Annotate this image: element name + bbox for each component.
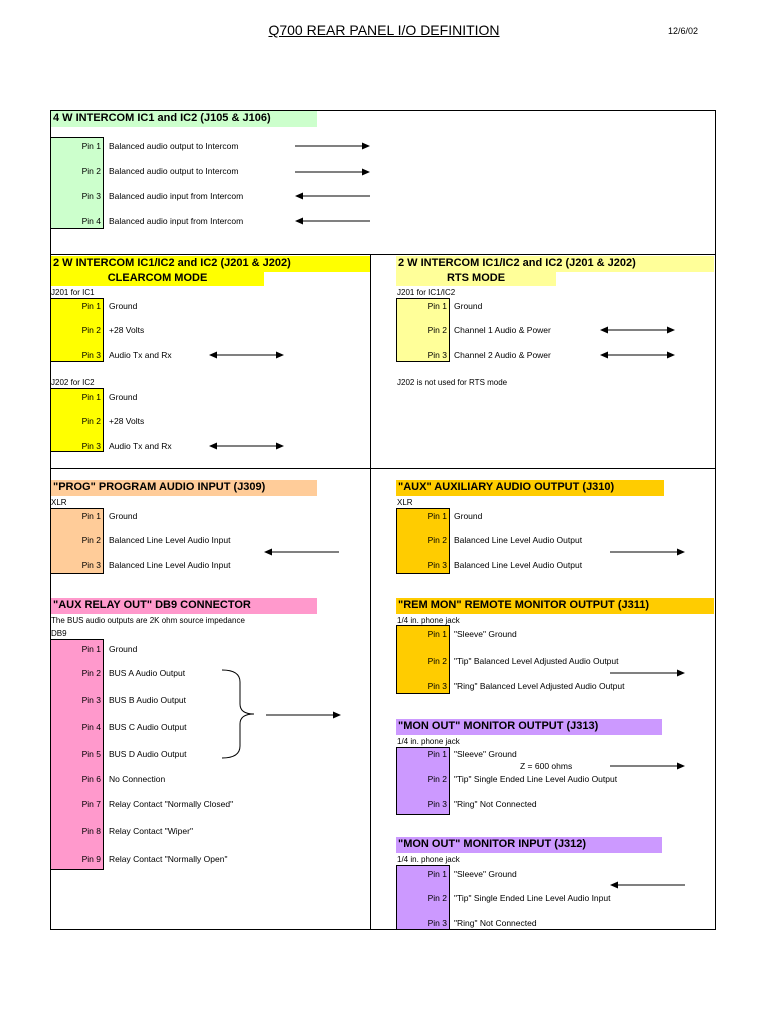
pin-description: Balanced Line Level Audio Input [109, 560, 231, 570]
pin-description: Balanced Line Level Audio Output [454, 535, 583, 545]
arrow-left-icon [610, 880, 690, 890]
pin-label: Pin 2 [81, 668, 101, 678]
pin-description: Balanced Line Level Audio Input [109, 535, 231, 545]
pin-description: Balanced audio output to Intercom [109, 166, 239, 176]
pin-label: Pin 1 [81, 141, 101, 151]
divider-line [50, 254, 716, 255]
pin-description: "Tip" Single Ended Line Level Audio Input [454, 893, 611, 903]
divider-line [50, 468, 716, 469]
pin-description: Ground [109, 392, 138, 402]
section-header-aux-output: "AUX" AUXILIARY AUDIO OUTPUT (J310) [396, 480, 664, 496]
pin-description: Ground [109, 301, 138, 311]
connector-note: J202 for IC2 [51, 378, 95, 387]
section-header-rem-mon: "REM MON" REMOTE MONITOR OUTPUT (J311) [396, 598, 714, 614]
arrow-right-icon [295, 141, 375, 151]
connector-note: The BUS audio outputs are 2K ohm source impedance [51, 616, 245, 625]
pin-label: Pin 2 [81, 535, 101, 545]
pin-label: Pin 7 [81, 799, 101, 809]
pin-label: Pin 3 [427, 799, 447, 809]
arrow-right-icon [610, 668, 690, 678]
mode-label-rts: RTS MODE [396, 271, 556, 286]
pin-label: Pin 1 [81, 392, 101, 402]
pin-label: Pin 3 [427, 681, 447, 691]
pin-description: BUS A Audio Output [109, 668, 186, 678]
pin-description: "Ring" Not Connected [454, 918, 537, 928]
pin-label: Pin 1 [427, 749, 447, 759]
pin-label: Pin 2 [427, 893, 447, 903]
arrow-bidirectional-icon [209, 350, 289, 360]
connector-note: 1/4 in. phone jack [397, 737, 460, 746]
arrow-right-icon [295, 167, 375, 177]
divider-line [370, 254, 371, 930]
pin-label: Pin 2 [81, 166, 101, 176]
page-date: 12/6/02 [668, 26, 699, 36]
pin-label: Pin 2 [81, 416, 101, 426]
pin-label: Pin 3 [81, 560, 101, 570]
pin-description: +28 Volts [109, 416, 145, 426]
pin-label: Pin 2 [427, 325, 447, 335]
pin-label: Pin 2 [427, 535, 447, 545]
pin-label: Pin 1 [427, 869, 447, 879]
connector-note: J202 is not used for RTS mode [397, 378, 508, 387]
arrow-left-icon [295, 216, 375, 226]
pin-description: Relay Contact "Normally Open" [109, 854, 228, 864]
pin-description: Audio Tx and Rx [109, 441, 172, 451]
pin-label: Pin 3 [81, 350, 101, 360]
pin-description: Audio Tx and Rx [109, 350, 172, 360]
section-header-prog-input: "PROG" PROGRAM AUDIO INPUT (J309) [51, 480, 317, 496]
connector-note: 1/4 in. phone jack [397, 855, 460, 864]
section-header-mon-out-input: "MON OUT" MONITOR INPUT (J312) [396, 837, 662, 853]
pin-label: Pin 3 [81, 695, 101, 705]
pin-description: No Connection [109, 774, 166, 784]
arrow-bidirectional-icon [600, 325, 680, 335]
pin-label: Pin 2 [427, 656, 447, 666]
pin-description: Ground [109, 511, 138, 521]
brace-icon [220, 668, 260, 760]
connector-note: J201 for IC1 [51, 288, 95, 297]
pin-description: "Tip" Balanced Level Adjusted Audio Output [454, 656, 619, 666]
section-header-2w-rts: 2 W INTERCOM IC1/IC2 and IC2 (J201 & J202) [396, 256, 714, 272]
pin-label: Pin 2 [427, 774, 447, 784]
page-title: Q700 REAR PANEL I/O DEFINITION [268, 22, 500, 38]
arrow-bidirectional-icon [209, 441, 289, 451]
pin-label: Pin 3 [427, 350, 447, 360]
pin-description: "Sleeve" Ground [454, 869, 517, 879]
pin-description: BUS D Audio Output [109, 749, 187, 759]
pin-label: Pin 3 [427, 560, 447, 570]
pin-label: Pin 1 [81, 511, 101, 521]
pin-description: "Ring" Not Connected [454, 799, 537, 809]
pin-description: Channel 1 Audio & Power [454, 325, 551, 335]
pin-description: Balanced audio input from Intercom [109, 191, 244, 201]
pin-description: Relay Contact "Wiper" [109, 826, 193, 836]
impedance-note: Z = 600 ohms [520, 761, 573, 771]
pin-label: Pin 1 [81, 301, 101, 311]
connector-note: 1/4 in. phone jack [397, 616, 460, 625]
pin-label: Pin 9 [81, 854, 101, 864]
pin-label: Pin 3 [81, 191, 101, 201]
pin-description: Ground [454, 301, 483, 311]
section-header-4w-intercom: 4 W INTERCOM IC1 and IC2 (J105 & J106) [51, 111, 317, 127]
pin-description: "Tip" Single Ended Line Level Audio Output [454, 774, 618, 784]
pin-description: Relay Contact "Normally Closed" [109, 799, 234, 809]
pin-description: Balanced Line Level Audio Output [454, 560, 583, 570]
pin-label: Pin 8 [81, 826, 101, 836]
pin-label: Pin 3 [427, 918, 447, 928]
pin-label: Pin 1 [427, 301, 447, 311]
pin-label: Pin 4 [81, 722, 101, 732]
section-header-2w-clearcom: 2 W INTERCOM IC1/IC2 and IC2 (J201 & J202) [51, 256, 370, 272]
connector-note: XLR [51, 498, 67, 507]
pin-description: "Sleeve" Ground [454, 749, 517, 759]
pin-description: Ground [454, 511, 483, 521]
pin-label: Pin 1 [81, 644, 101, 654]
pin-description: +28 Volts [109, 325, 145, 335]
connector-note: XLR [397, 498, 413, 507]
arrow-right-icon [266, 710, 346, 720]
pin-description: Ground [109, 644, 138, 654]
section-header-aux-relay-out: "AUX RELAY OUT" DB9 CONNECTOR [51, 598, 317, 614]
pin-label: Pin 6 [81, 774, 101, 784]
arrow-right-icon [610, 761, 690, 771]
pin-label: Pin 5 [81, 749, 101, 759]
arrow-left-icon [264, 547, 344, 557]
pin-description: BUS C Audio Output [109, 722, 187, 732]
connector-note: DB9 [51, 629, 67, 638]
pin-label: Pin 2 [81, 325, 101, 335]
pin-label: Pin 4 [81, 216, 101, 226]
pin-label: Pin 1 [427, 511, 447, 521]
mode-label-clearcom: CLEARCOM MODE [51, 271, 264, 286]
pin-description: Channel 2 Audio & Power [454, 350, 551, 360]
arrow-right-icon [610, 547, 690, 557]
pin-description: Balanced audio input from Intercom [109, 216, 244, 226]
pin-description: BUS B Audio Output [109, 695, 187, 705]
connector-note: J201 for IC1/IC2 [397, 288, 456, 297]
arrow-bidirectional-icon [600, 350, 680, 360]
pin-description: "Sleeve" Ground [454, 629, 517, 639]
pin-label: Pin 1 [427, 629, 447, 639]
arrow-left-icon [295, 191, 375, 201]
pin-description: "Ring" Balanced Level Adjusted Audio Output [454, 681, 625, 691]
section-header-mon-out-output: "MON OUT" MONITOR OUTPUT (J313) [396, 719, 662, 735]
pin-label: Pin 3 [81, 441, 101, 451]
pin-description: Balanced audio output to Intercom [109, 141, 239, 151]
